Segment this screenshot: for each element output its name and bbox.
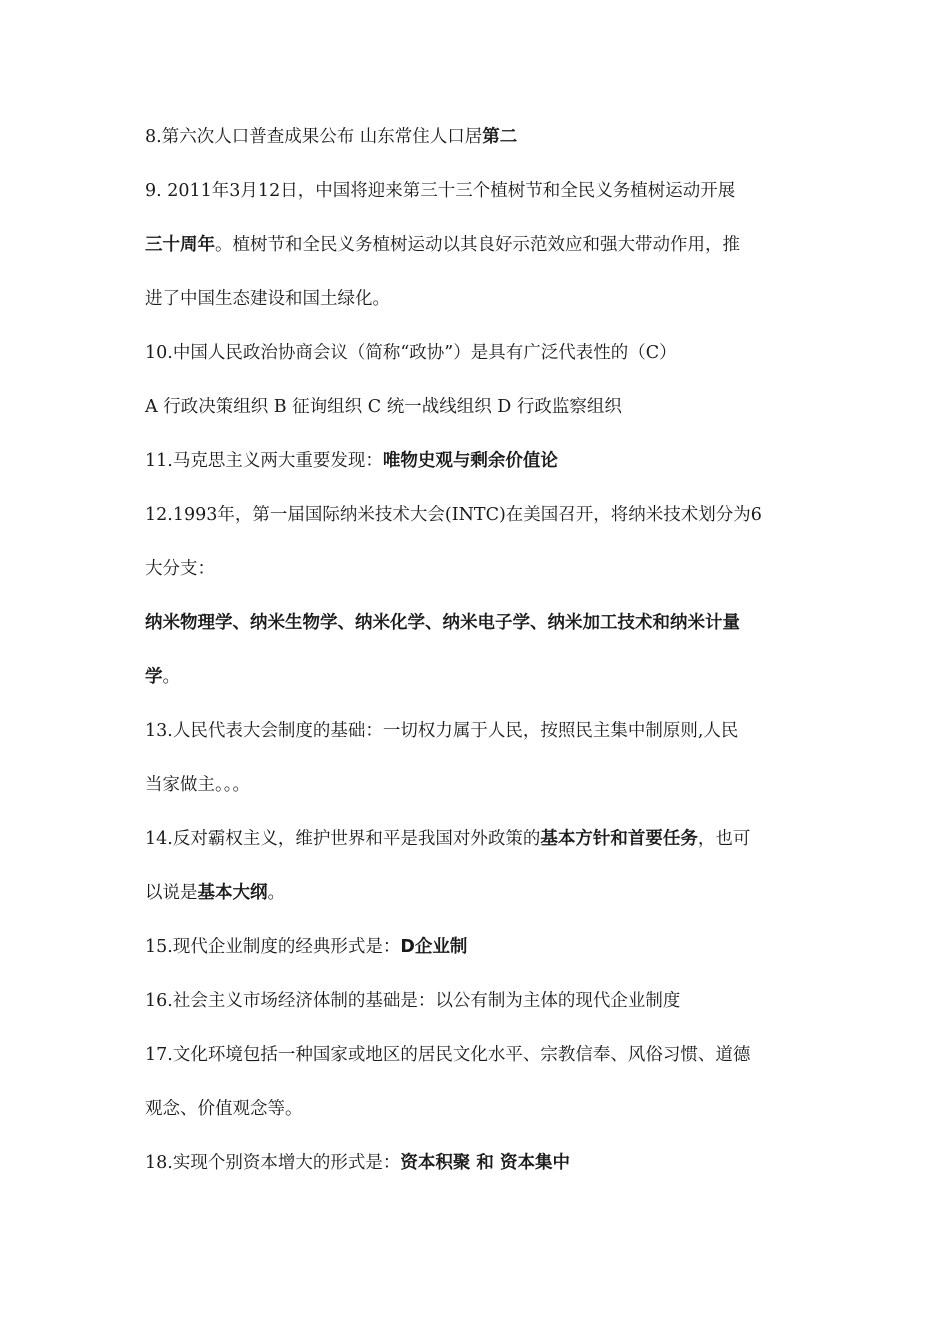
item-14-text: 14.反对霸权主义，维护世界和平是我国对外政策的 <box>145 829 541 849</box>
item-14-text-end: ，也可 <box>697 829 751 849</box>
item-18 <box>145 1136 815 1190</box>
item-9-line-1 <box>145 164 815 218</box>
item-15-text: 15.现代企业制度的经典形式是： <box>145 937 401 957</box>
item-8-text: 8.第六次人口普查成果公布 山东常住人口居 <box>145 127 483 147</box>
item-14-line-1 <box>145 812 815 866</box>
item-13-text-cont: 当家做主。。。 <box>145 775 250 795</box>
item-14-line-2 <box>145 866 815 920</box>
item-10-question <box>145 326 815 380</box>
item-9-line-3 <box>145 272 815 326</box>
item-14-bold: 基本方针和首要任务 <box>540 829 698 849</box>
item-8-bold: 第二 <box>482 127 518 147</box>
item-18-text: 18.实现个别资本增大的形式是： <box>145 1153 401 1173</box>
item-18-bold: 资本积聚 和 资本集中 <box>400 1153 571 1173</box>
item-11-bold: 唯物史观与剩余价值论 <box>382 451 558 471</box>
item-12-bold: 纳米物理学、纳米生物学、纳米化学、纳米电子学、纳米加工技术和纳米计量 <box>145 613 740 633</box>
item-9-text-cont: 。植树节和全民义务植树运动以其良好示范效应和强大带动作用，推 <box>215 235 740 255</box>
item-9-text: 9. 2011年3月12日，中国将迎来第三十三个植树节和全民义务植树运动开展 <box>145 181 736 201</box>
item-9-line-2 <box>145 218 815 272</box>
item-16-text: 16.社会主义市场经济体制的基础是：以公有制为主体的现代企业制度 <box>145 991 681 1011</box>
item-17-line-1 <box>145 1028 815 1082</box>
item-14-end: 。 <box>267 883 285 903</box>
item-17-line-2 <box>145 1082 815 1136</box>
item-13-text: 13.人民代表大会制度的基础：一切权力属于人民，按照民主集中制原则,人民 <box>145 721 739 741</box>
item-15 <box>145 920 815 974</box>
item-12-end: 。 <box>162 667 180 687</box>
item-12-line-1 <box>145 488 815 542</box>
item-16 <box>145 974 815 1028</box>
item-14-text-cont: 以说是 <box>145 883 198 903</box>
item-10-text: 10.中国人民政治协商会议（简称“政协”）是具有广泛代表性的（C） <box>145 343 677 363</box>
item-9-bold: 三十周年 <box>145 235 215 255</box>
item-12-text: 12.1993年，第一届国际纳米技术大会(INTC)在美国召开，将纳米技术划分为6 <box>145 505 762 525</box>
item-12-text-cont: 大分支： <box>145 559 215 579</box>
item-9-text-end: 进了中国生态建设和国土绿化。 <box>145 289 390 309</box>
item-15-bold: D企业制 <box>400 937 468 957</box>
item-12-line-4 <box>145 650 815 704</box>
item-17-text: 17.文化环境包括一种国家或地区的居民文化水平、宗教信奉、风俗习惯、道德 <box>145 1045 751 1065</box>
item-17-text-cont: 观念、价值观念等。 <box>145 1099 303 1119</box>
item-11-text: 11.马克思主义两大重要发现： <box>145 451 383 471</box>
item-12-line-2 <box>145 542 815 596</box>
item-8 <box>145 110 815 164</box>
item-10-options-text: A 行政决策组织 B 征询组织 C 统一战线组织 D 行政监察组织 <box>145 397 622 417</box>
item-12-bold-tail: 学 <box>145 667 163 687</box>
item-13-line-1 <box>145 704 815 758</box>
item-10-options <box>145 380 815 434</box>
item-11 <box>145 434 815 488</box>
item-12-line-3 <box>145 596 815 650</box>
item-14-bold-2: 基本大纲 <box>197 883 268 903</box>
document-body <box>145 110 815 1190</box>
item-13-line-2 <box>145 758 815 812</box>
